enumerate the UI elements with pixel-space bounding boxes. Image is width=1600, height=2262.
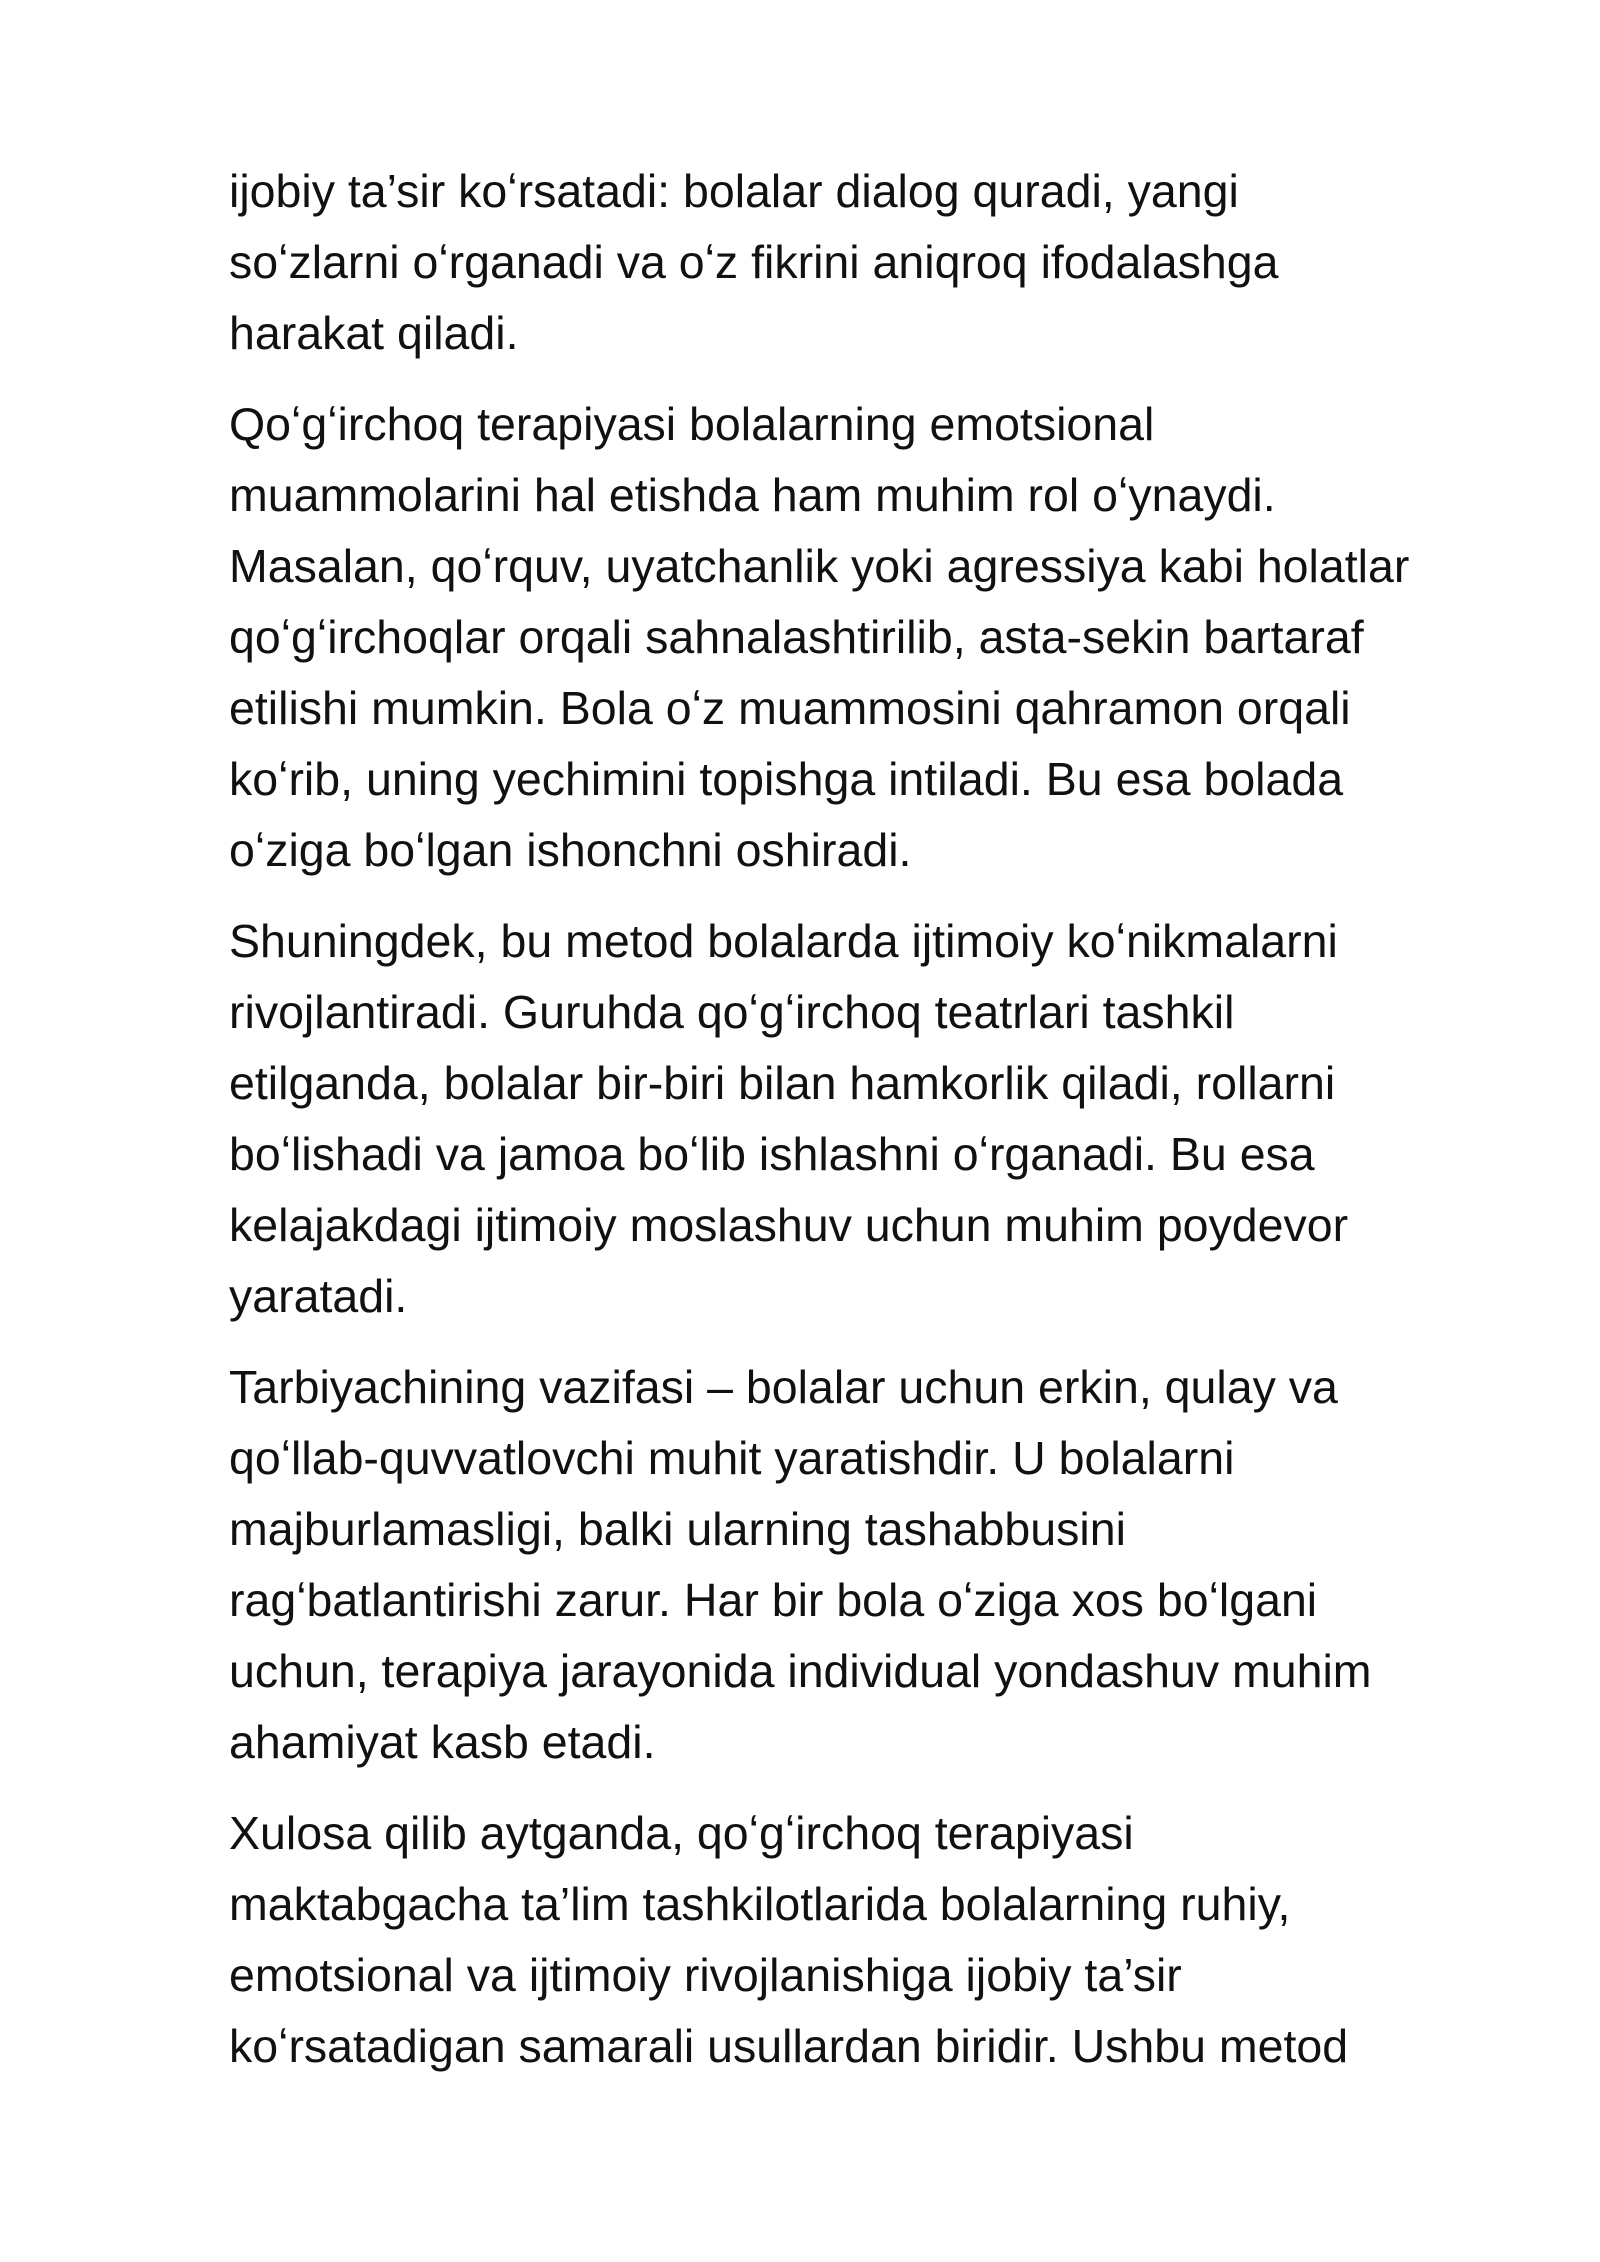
text-line: qoʻgʻirchoqlar orqali sahnalashtirilib, asta-sekin bartaraf (229, 611, 1364, 663)
text-line: ahamiyat kasb etadi. (229, 1716, 656, 1768)
paragraph-4 (229, 1352, 1559, 1778)
text-line: muammolarini hal etishda ham muhim rol oʻynaydi. (229, 469, 1276, 521)
text-line: harakat qiladi. (229, 307, 519, 359)
text-line: yaratadi. (229, 1270, 408, 1322)
text-line: koʻrib, uning yechimini topishga intiladi. Bu esa bolada (229, 753, 1344, 805)
document-body (229, 156, 1559, 2102)
text-line: Tarbiyachining vazifasi – bolalar uchun erkin, qulay va (229, 1361, 1338, 1413)
text-line: Qoʻgʻirchoq terapiyasi bolalarning emotsional (229, 398, 1155, 450)
text-line: Xulosa qilib aytganda, qoʻgʻirchoq terapiyasi (229, 1807, 1134, 1859)
paragraph-2 (229, 389, 1559, 886)
text-line: etilishi mumkin. Bola oʻz muammosini qahramon orqali (229, 682, 1351, 734)
text-line: maktabgacha ta’lim tashkilotlarida bolalarning ruhiy, (229, 1878, 1291, 1930)
text-line: ijobiy ta’sir koʻrsatadi: bolalar dialog quradi, yangi (229, 165, 1239, 217)
text-line: kelajakdagi ijtimoiy moslashuv uchun muhim poydevor (229, 1199, 1349, 1251)
paragraph-5 (229, 1798, 1559, 2082)
text-line: boʻlishadi va jamoa boʻlib ishlashni oʻrganadi. Bu esa (229, 1128, 1315, 1180)
text-line: majburlamasligi, balki ularning tashabbusini (229, 1503, 1126, 1555)
paragraph-3 (229, 906, 1559, 1332)
text-line: koʻrsatadigan samarali usullardan biridir. Ushbu metod (229, 2020, 1349, 2072)
text-line: ragʻbatlantirishi zarur. Har bir bola oʻziga xos boʻlgani (229, 1574, 1318, 1626)
text-line: Shuningdek, bu metod bolalarda ijtimoiy koʻnikmalarni (229, 915, 1338, 967)
text-line: Masalan, qoʻrquv, uyatchanlik yoki agressiya kabi holatlar (229, 540, 1410, 592)
text-line: uchun, terapiya jarayonida individual yondashuv muhim (229, 1645, 1372, 1697)
text-line: soʻzlarni oʻrganadi va oʻz fikrini aniqroq ifodalashga (229, 236, 1279, 288)
text-line: etilganda, bolalar bir-biri bilan hamkorlik qiladi, rollarni (229, 1057, 1336, 1109)
text-line: emotsional va ijtimoiy rivojlanishiga ijobiy ta’sir (229, 1949, 1182, 2001)
paragraph-1 (229, 156, 1559, 369)
text-line: qoʻllab-quvvatlovchi muhit yaratishdir. U bolalarni (229, 1432, 1235, 1484)
text-line: rivojlantiradi. Guruhda qoʻgʻirchoq teatrlari tashkil (229, 986, 1235, 1038)
text-line: oʻziga boʻlgan ishonchni oshiradi. (229, 824, 912, 876)
